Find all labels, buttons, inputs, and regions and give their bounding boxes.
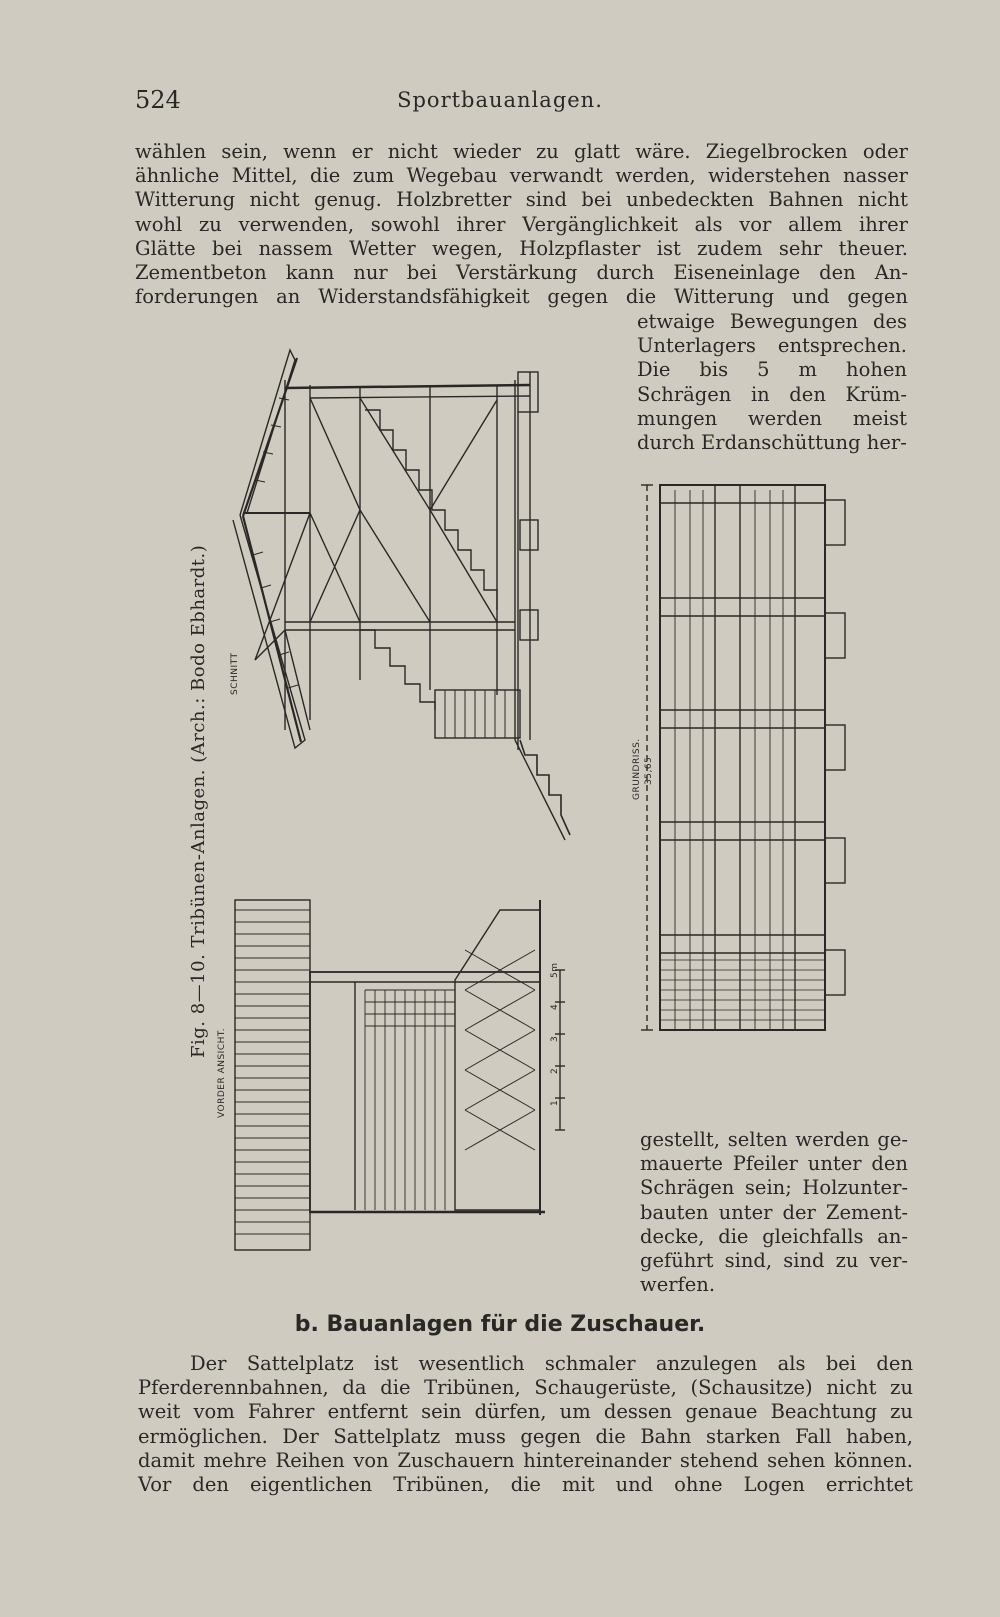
tribune-drawings — [215, 330, 915, 1260]
text-line: Vor den eigentlichen Tribünen, die mit und ohne Logen errichtet — [138, 1473, 913, 1497]
text-line: Glätte bei nassem Wetter wegen, Holzpflaster ist zudem sehr theuer. — [135, 236, 908, 260]
text-line: Unterlagers entsprechen. — [637, 334, 907, 358]
page-number: 524 — [135, 86, 181, 114]
text-line: etwaige Bewegungen des — [637, 310, 907, 333]
text-line: Die bis 5 m hohen — [637, 358, 907, 382]
text-line: wohl zu verwenden, sowohl ihrer Vergänglichkeit als vor allem ihrer — [135, 212, 908, 236]
section-drawing — [233, 350, 570, 840]
text-line: Zementbeton kann nur bei Verstärkung durch Eiseneinlage den An- — [135, 261, 908, 285]
text-line: wählen sein, wenn er nicht wieder zu glatt wäre. Ziegelbrocken oder — [135, 140, 908, 163]
scale-tick: 3 — [550, 1035, 560, 1042]
text-line: Schrägen in den Krüm- — [637, 382, 907, 406]
text-line: Der Sattelplatz ist wesentlich schmaler anzulegen als bei den — [190, 1352, 913, 1375]
scale-tick: 4 — [550, 1003, 560, 1010]
plan-label: GRUNDRISS. — [632, 738, 642, 800]
section-heading: b. Bauanlagen für die Zuschauer. — [294, 1312, 706, 1337]
elevation-label: VORDER ANSICHT. — [217, 1027, 227, 1118]
text-line: Schrägen sein; Holzunter- — [640, 1176, 908, 1200]
text-line: geführt sind, sind zu ver- — [640, 1249, 908, 1273]
scale-tick: 1 — [550, 1099, 560, 1106]
section-label: SCHNITT — [230, 652, 240, 695]
elevation-drawing — [235, 900, 565, 1250]
text-line: mauerte Pfeiler unter den — [640, 1152, 908, 1176]
running-title: Sportbauanlagen. — [397, 88, 603, 112]
text-line: decke, die gleichfalls an- — [640, 1224, 908, 1248]
text-line: ermöglichen. Der Sattelplatz muss gegen die Bahn starken Fall haben, — [138, 1424, 913, 1448]
text-line: weit vom Fahrer entfernt sein dürfen, um dessen genaue Beachtung zu — [138, 1400, 913, 1424]
plan-dimension: 35,65 — [644, 756, 654, 785]
top-paragraph — [135, 140, 908, 309]
text-line: durch Erdanschüttung her- — [637, 431, 907, 455]
text-line: gestellt, selten werden ge- — [640, 1128, 908, 1151]
text-line: Witterung nicht genug. Holzbretter sind bei unbedeckten Bahnen nicht — [135, 188, 908, 212]
text-line: damit mehre Reihen von Zuschauern hintereinander stehend sehen können. — [138, 1448, 913, 1472]
text-line: bauten unter der Zement- — [640, 1200, 908, 1224]
text-line: forderungen an Widerstandsfähigkeit gegen die Witterung und gegen — [135, 285, 908, 309]
text-line: Pferderennbahnen, da die Tribünen, Schaugerüste, (Schausitze) nicht zu — [138, 1376, 913, 1400]
figure-caption: Fig. 8—10. Tribünen-Anlagen. (Arch.: Bodo Ebhardt.) — [188, 544, 209, 1058]
scale-label: 5m — [550, 962, 560, 978]
bottom-right-column-text — [640, 1128, 908, 1297]
plan-drawing — [641, 485, 845, 1030]
scale-tick: 2 — [550, 1067, 560, 1074]
text-line: mungen werden meist — [637, 406, 907, 430]
bottom-paragraph — [138, 1352, 913, 1497]
text-line: ähnliche Mittel, die zum Wegebau verwandt werden, widerstehen nasser — [135, 164, 908, 188]
text-line: werfen. — [640, 1273, 716, 1297]
